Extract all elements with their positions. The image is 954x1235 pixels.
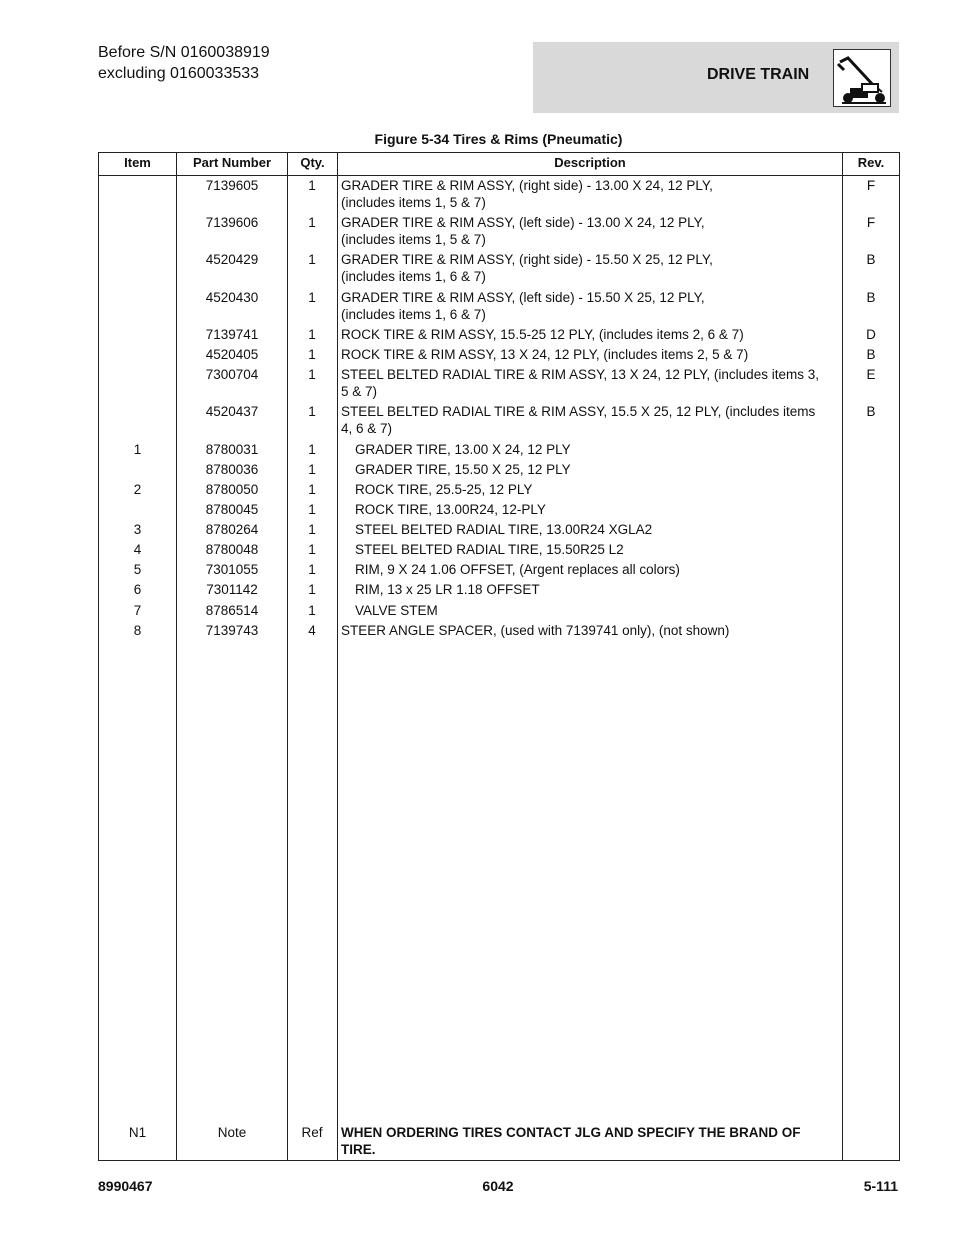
part-number-cell: 8780050 [205, 482, 259, 497]
qty-cell: 1 [308, 582, 316, 597]
qty-cell: 1 [308, 404, 316, 419]
part-number-cell: 8780264 [205, 522, 259, 537]
description-cell: RIM, 13 x 25 LR 1.18 OFFSET [355, 582, 540, 597]
qty-cell: 1 [308, 178, 316, 193]
description-cell: STEER ANGLE SPACER, (used with 7139741 only), (not shown) [341, 623, 730, 638]
part-number-cell: 4520430 [205, 290, 259, 305]
description-cell: ROCK TIRE, 13.00R24, 12-PLY [355, 502, 546, 517]
item-cell: 4 [133, 542, 142, 557]
rev-cell: E [866, 367, 876, 382]
part-number-cell: 8780031 [205, 442, 259, 457]
header-divider [99, 175, 899, 176]
qty-cell: 1 [308, 442, 316, 457]
qty-cell: 1 [308, 252, 316, 267]
item-cell: 1 [133, 442, 142, 457]
qty-cell: 1 [308, 367, 316, 382]
qty-cell: 1 [308, 522, 316, 537]
parts-table [98, 152, 900, 1161]
part-number-cell: 7300704 [205, 367, 259, 382]
description-cell: GRADER TIRE, 15.50 X 25, 12 PLY [355, 462, 571, 477]
description-cell: GRADER TIRE & RIM ASSY, (right side) - 15.50 X 25, 12 PLY, (includes items 1, 6 & 7) [341, 252, 713, 284]
rev-cell: F [866, 178, 876, 193]
header-description: Description [554, 155, 626, 170]
column-divider [337, 153, 338, 1160]
qty-cell: 1 [308, 462, 316, 477]
description-cell: STEEL BELTED RADIAL TIRE & RIM ASSY, 13 X 24, 12 PLY, (includes items 3, 5 & 7) [341, 367, 819, 399]
part-number-cell: 4520405 [205, 347, 259, 362]
description-cell: ROCK TIRE, 25.5-25, 12 PLY [355, 482, 533, 497]
note-qty-cell: Ref [301, 1125, 323, 1140]
part-number-cell: 4520429 [205, 252, 259, 267]
qty-cell: 1 [308, 327, 316, 342]
part-number-cell: 8780048 [205, 542, 259, 557]
serial-line-2: excluding 0160033533 [98, 65, 260, 82]
part-number-cell: 8780045 [205, 502, 259, 517]
header-item: Item [124, 155, 151, 170]
rev-cell: B [866, 252, 876, 267]
footer-manual-number: 8990467 [98, 1178, 153, 1194]
section-header [533, 42, 899, 113]
serial-info [98, 42, 270, 84]
note-part-cell: Note [217, 1125, 247, 1140]
part-number-cell: 4520437 [205, 404, 259, 419]
description-cell: ROCK TIRE & RIM ASSY, 13 X 24, 12 PLY, (includes items 2, 5 & 7) [341, 347, 749, 362]
machine-icon [833, 49, 891, 107]
description-cell: STEEL BELTED RADIAL TIRE, 15.50R25 L2 [355, 542, 624, 557]
rev-cell: D [866, 327, 876, 342]
part-number-cell: 7139743 [205, 623, 259, 638]
qty-cell: 1 [308, 542, 316, 557]
item-cell: 8 [133, 623, 142, 638]
description-cell: GRADER TIRE & RIM ASSY, (left side) - 13.00 X 24, 12 PLY, (includes items 1, 5 & 7) [341, 215, 705, 247]
footer-model: 6042 [482, 1178, 514, 1194]
qty-cell: 1 [308, 347, 316, 362]
description-cell: RIM, 9 X 24 1.06 OFFSET, (Argent replaces all colors) [355, 562, 680, 577]
qty-cell: 1 [308, 562, 316, 577]
description-cell: GRADER TIRE & RIM ASSY, (right side) - 13.00 X 24, 12 PLY, (includes items 1, 5 & 7) [341, 178, 713, 210]
qty-cell: 1 [308, 482, 316, 497]
description-cell: STEEL BELTED RADIAL TIRE & RIM ASSY, 15.5 X 25, 12 PLY, (includes items 4, 6 & 7) [341, 404, 816, 436]
item-cell: 2 [133, 482, 142, 497]
serial-line-1: Before S/N 0160038919 [98, 44, 270, 61]
note-item-cell: N1 [128, 1125, 147, 1140]
part-number-cell: 7139605 [205, 178, 259, 193]
item-cell: 6 [133, 582, 142, 597]
item-cell: 7 [133, 603, 142, 618]
part-number-cell: 7139741 [205, 327, 259, 342]
description-cell: VALVE STEM [355, 603, 438, 618]
description-cell: GRADER TIRE & RIM ASSY, (left side) - 15.50 X 25, 12 PLY, (includes items 1, 6 & 7) [341, 290, 705, 322]
qty-cell: 1 [308, 215, 316, 230]
header-qty: Qty. [300, 155, 325, 170]
header-rev: Rev. [857, 155, 885, 170]
header-part-number: Part Number [192, 155, 272, 170]
item-cell: 5 [133, 562, 142, 577]
section-title: DRIVE TRAIN [707, 66, 810, 83]
qty-cell: 1 [308, 502, 316, 517]
item-cell: 3 [133, 522, 142, 537]
rev-cell: B [866, 290, 876, 305]
part-number-cell: 7139606 [205, 215, 259, 230]
footer-page-number: 5-111 [863, 1178, 898, 1194]
part-number-cell: 7301055 [205, 562, 259, 577]
rev-cell: B [866, 404, 876, 419]
rev-cell: B [866, 347, 876, 362]
part-number-cell: 7301142 [206, 582, 258, 597]
qty-cell: 4 [308, 623, 316, 638]
note-description-cell: WHEN ORDERING TIRES CONTACT JLG AND SPECIFY THE BRAND OF TIRE. [341, 1125, 801, 1157]
part-number-cell: 8786514 [205, 603, 259, 618]
figure-title: Figure 5-34 Tires & Rims (Pneumatic) [374, 131, 623, 147]
part-number-cell: 8780036 [205, 462, 259, 477]
qty-cell: 1 [308, 290, 316, 305]
description-cell: ROCK TIRE & RIM ASSY, 15.5-25 12 PLY, (includes items 2, 6 & 7) [341, 327, 744, 342]
rev-cell: F [866, 215, 876, 230]
description-cell: GRADER TIRE, 13.00 X 24, 12 PLY [355, 442, 571, 457]
qty-cell: 1 [308, 603, 316, 618]
description-cell: STEEL BELTED RADIAL TIRE, 13.00R24 XGLA2 [355, 522, 653, 537]
